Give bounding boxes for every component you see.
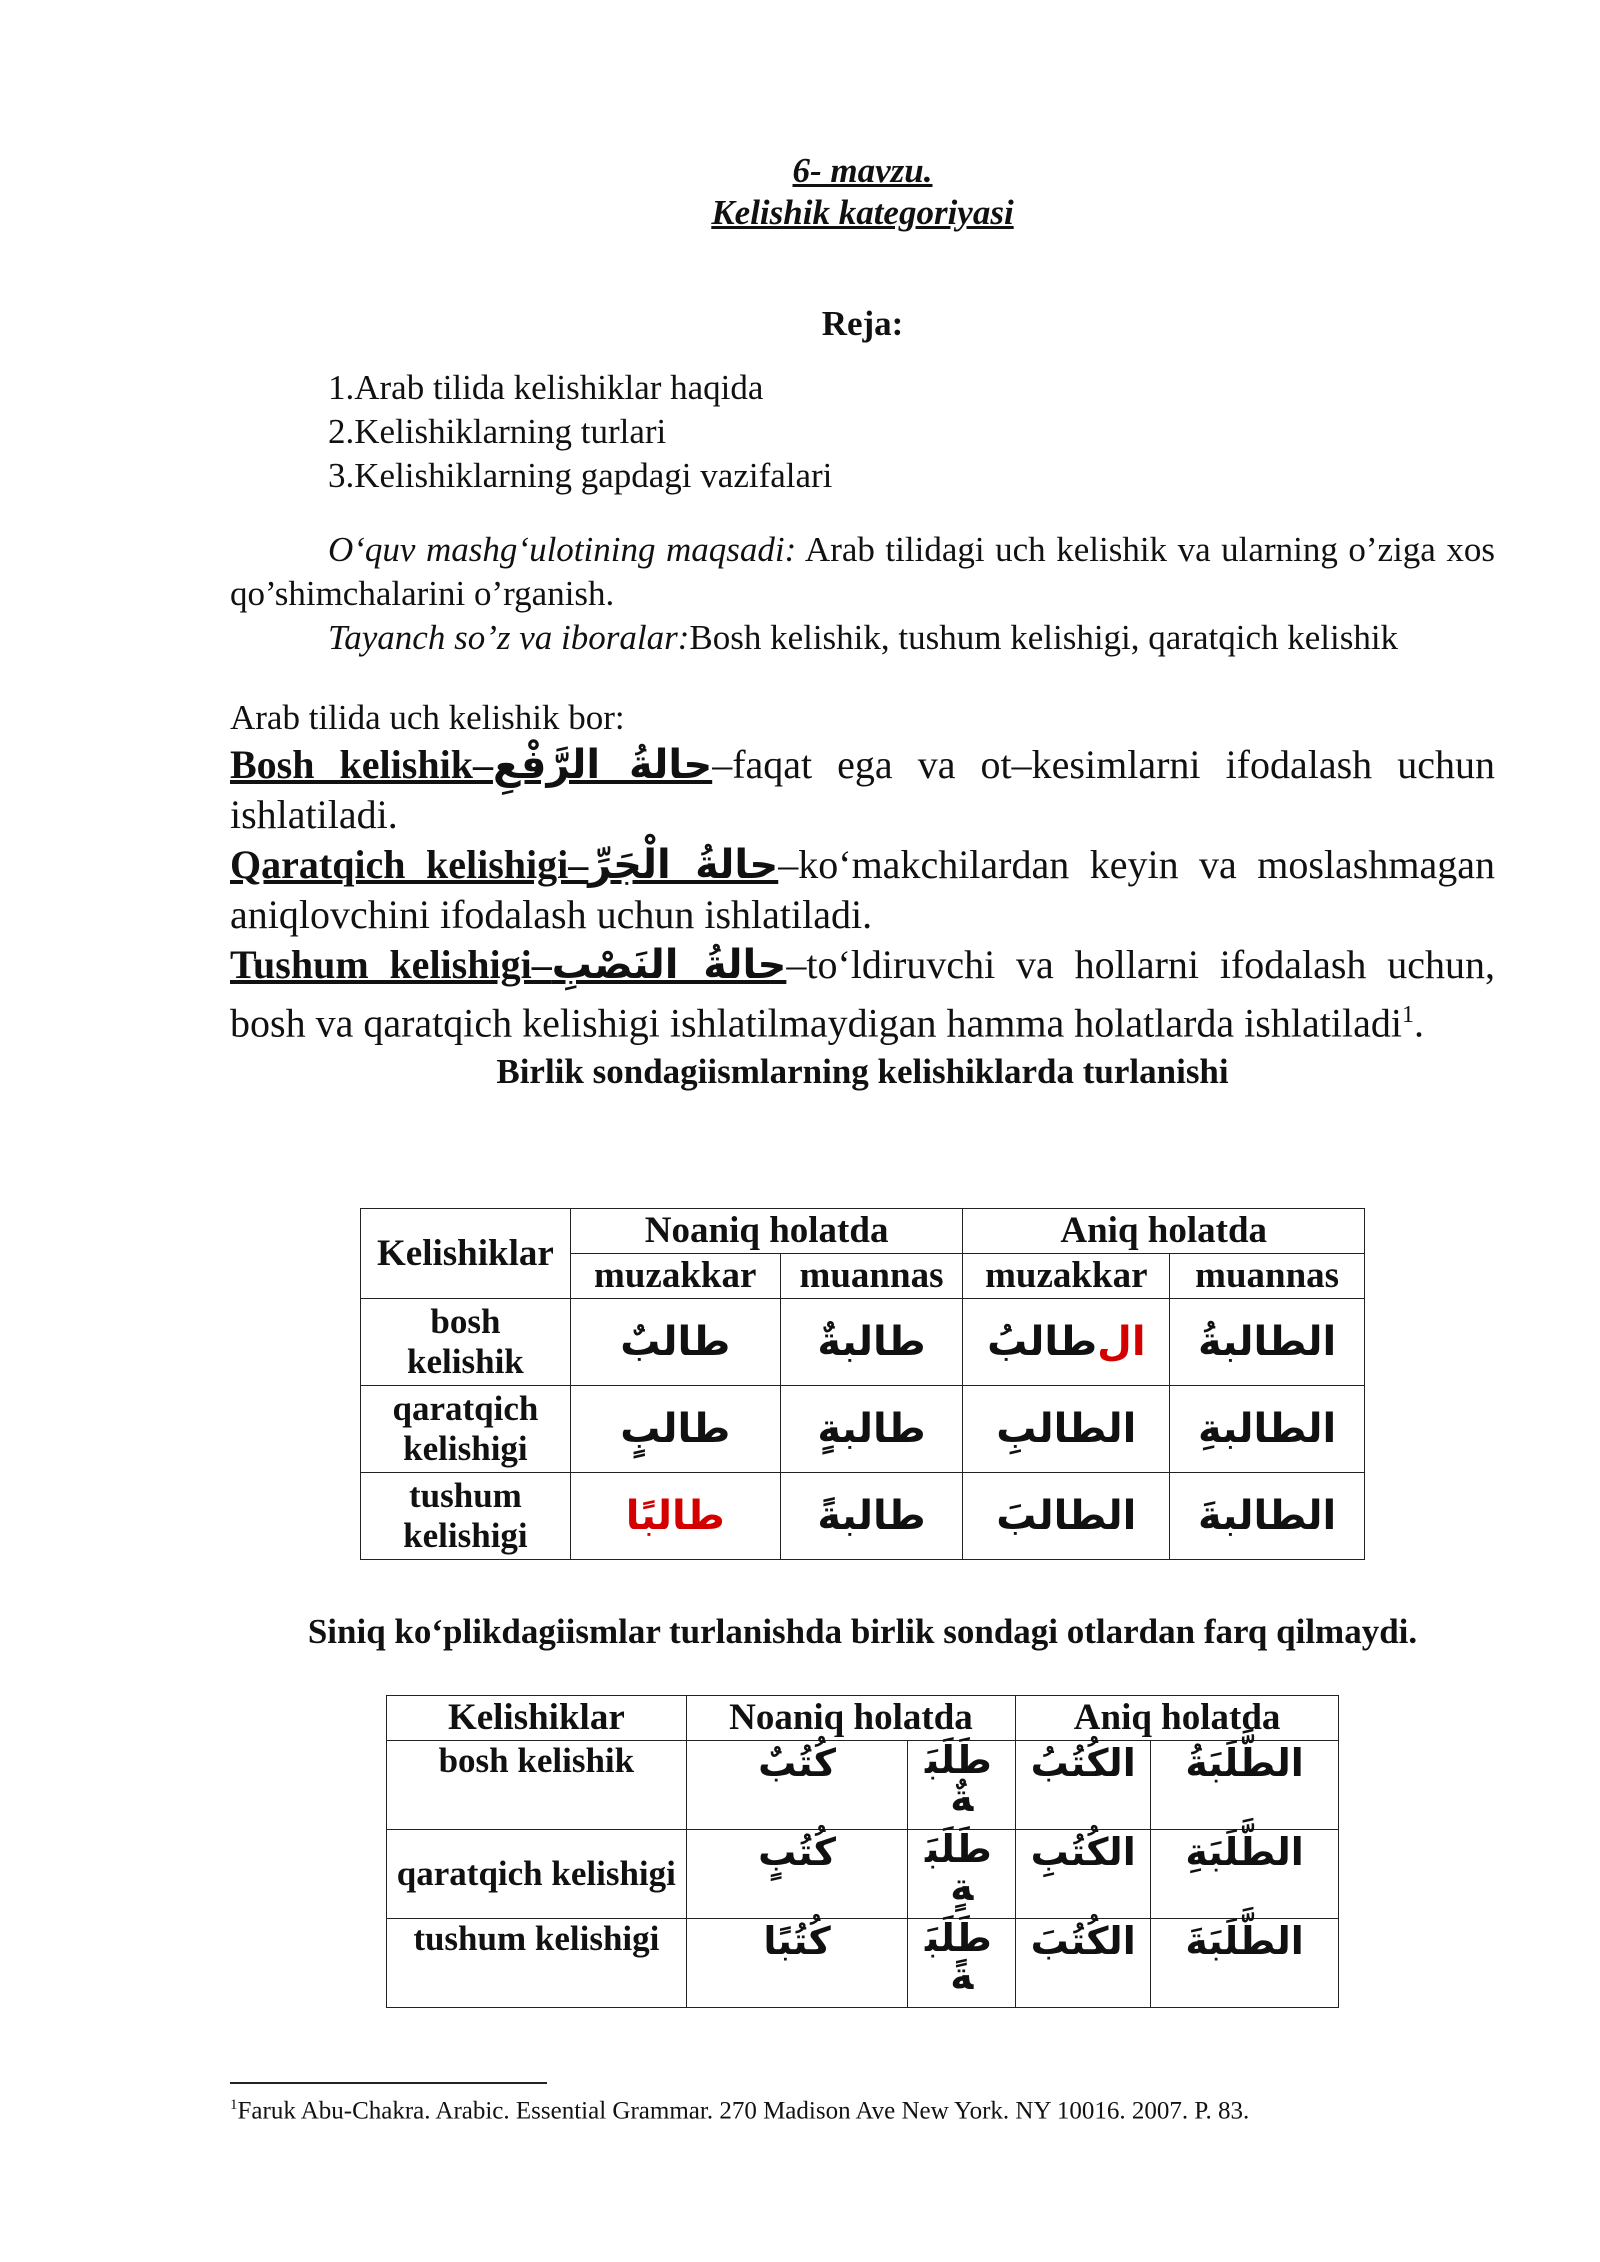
footnote [230, 2090, 1249, 2126]
footnote-text: Faruk Abu-Chakra. Arabic. Essential Grammar. 270 Madison Ave New York. NY 10016. 2007. P. 83. [237, 2097, 1250, 2125]
table-cell: طالبٍ [570, 1386, 780, 1473]
keywords-paragraph [230, 616, 1495, 660]
plan-heading: Reja: [821, 304, 904, 343]
case-arabic: حالةُ الْجَرِّ [588, 842, 779, 888]
plan-list [230, 366, 1495, 498]
subheader-feminine: muannas [1170, 1254, 1365, 1299]
table-cell: كُتُبٌ [686, 1741, 908, 1830]
case-description: –ko‘makchilardan keyin va moslashmagan aniqlovchini ifodalash uchun ishlatiladi. [230, 842, 1495, 937]
table-cell: طالبًا [570, 1473, 780, 1560]
case-qaratqich [230, 840, 1495, 940]
row-label: tushum kelishigi [387, 1919, 687, 2008]
goal-text: Arab tilidagi uch kelishik va ularning o’ziga xos qo’shimchalarini o’rganish. [230, 530, 1495, 613]
col-header-cases: Kelishiklar [361, 1209, 571, 1299]
intro-text: Arab tilida uch kelishik bor: [230, 698, 625, 737]
goal-label: O‘quv mashg‘ulotining maqsadi: [328, 530, 797, 569]
case-tushum: Tushum kelishigi–حالةُ النَصْبِ–to‘ldiruvchi va hollarni ifodalash uchun, bosh va qaratqich kelishigi ishlatilmaydigan hamma holatlarda ishlatiladi$^1$. [230, 942, 1495, 1046]
table-row [361, 1299, 1365, 1386]
keywords-text: Bosh kelishik, tushum kelishigi, qaratqich kelishik [689, 618, 1399, 657]
col-header-definite: Aniq holatda [963, 1209, 1365, 1254]
table-cell: الطالبةَ [1170, 1473, 1365, 1560]
footnote-ref[interactable]: 1 [1401, 1002, 1414, 1028]
col-header-definite: Aniq holatda [1016, 1696, 1339, 1741]
topic-number: 6- mavzu. [792, 151, 933, 190]
col-header-indefinite: Noaniq holatda [686, 1696, 1016, 1741]
table-cell: كُتُبٍ [686, 1830, 908, 1919]
plan-item: 1.Arab tilida kelishiklar haqida [328, 368, 764, 407]
table-cell: الطالبِ [963, 1386, 1170, 1473]
table-row [387, 1919, 1339, 2008]
table-cell: الكُتُبِ [1016, 1830, 1151, 1919]
subheader-masculine: muzakkar [963, 1254, 1170, 1299]
case-arabic: حالةُ النَصْبِ [551, 942, 787, 988]
table-cell: طَلَبَةً [908, 1919, 1016, 2008]
row-label: bosh kelishik [361, 1299, 571, 1386]
table-cell: طَلَبَةٌ [908, 1741, 1016, 1830]
col-header-indefinite: Noaniq holatda [570, 1209, 963, 1254]
goal-paragraph [230, 528, 1495, 616]
table-row [361, 1386, 1365, 1473]
definite-article-highlight: ال [1097, 1319, 1146, 1365]
table-cell: الطالبُ [963, 1299, 1170, 1386]
case-bosh [230, 740, 1495, 840]
subheader-masculine: muzakkar [570, 1254, 780, 1299]
table-cell: الطَّلَبَةُ [1151, 1741, 1339, 1830]
table-cell: الطالبَ [963, 1473, 1170, 1560]
row-label: bosh kelishik [387, 1741, 687, 1830]
keywords-label: Tayanch so’z va iboralar: [328, 618, 690, 657]
table-cell: الطالبةُ [1170, 1299, 1365, 1386]
footnote-mark: 1 [230, 2097, 238, 2113]
table-cell: طَلَبَةٍ [908, 1830, 1016, 1919]
table-cell: طالبةً [780, 1473, 963, 1560]
table-cell: الطَّلَبَةَ [1151, 1919, 1339, 2008]
table-cell: طالبةٍ [780, 1386, 963, 1473]
plan-item: 2.Kelishiklarning turlari [328, 412, 667, 451]
col-header-cases: Kelishiklar [387, 1696, 687, 1741]
case-term: Bosh kelishik–حالةُ الرَّفْعِ [230, 742, 713, 788]
case-arabic: حالةُ الرَّفْعِ [492, 742, 713, 788]
row-label: qaratqich kelishigi [387, 1830, 687, 1919]
case-description: –faqat ega va ot–kesimlarni ifodalash uchun ishlatiladi. [230, 742, 1495, 837]
table-cell: كُتُبًا [686, 1919, 908, 2008]
subheader-feminine: muannas [780, 1254, 963, 1299]
plan-item: 3.Kelishiklarning gapdagi vazifalari [328, 456, 833, 495]
table-cell: الطالبةِ [1170, 1386, 1365, 1473]
document-page [230, 150, 1495, 1094]
table-row [361, 1473, 1365, 1560]
table-cell: الكُتُبَ [1016, 1919, 1151, 2008]
row-label: qaratqich kelishigi [361, 1386, 571, 1473]
row-label: tushum kelishigi [361, 1473, 571, 1560]
broken-plural-table [386, 1695, 1339, 2008]
table-cell: طالبةٌ [780, 1299, 963, 1386]
case-term: Tushum kelishigi–حالةُ النَصْبِ [230, 942, 787, 988]
table-row [387, 1830, 1339, 1919]
table-cell: الكُتُبُ [1016, 1741, 1151, 1830]
table1-heading: Birlik sondagiismlarning kelishiklarda turlanishi [496, 1052, 1229, 1092]
table-cell: طالبٌ [570, 1299, 780, 1386]
table2-heading: Siniq ko‘plikdagiismlar turlanishda birlik sondagi otlardan farq qilmaydi. [307, 1612, 1418, 1651]
case-description: –to‘ldiruvchi va hollarni ifodalash uchun, bosh va qaratqich kelishigi ishlatilmaydigan hamma holatlarda ishlatiladi [230, 942, 1495, 1046]
singular-declension-table [360, 1208, 1365, 1560]
page-title: Kelishik kategoriyasi [711, 193, 1014, 232]
footnote-divider [230, 2082, 547, 2084]
table-row [387, 1741, 1339, 1830]
case-term: Qaratqich kelishigi–حالةُ الْجَرِّ [230, 842, 779, 888]
table-cell: الطَّلَبَةِ [1151, 1830, 1339, 1919]
